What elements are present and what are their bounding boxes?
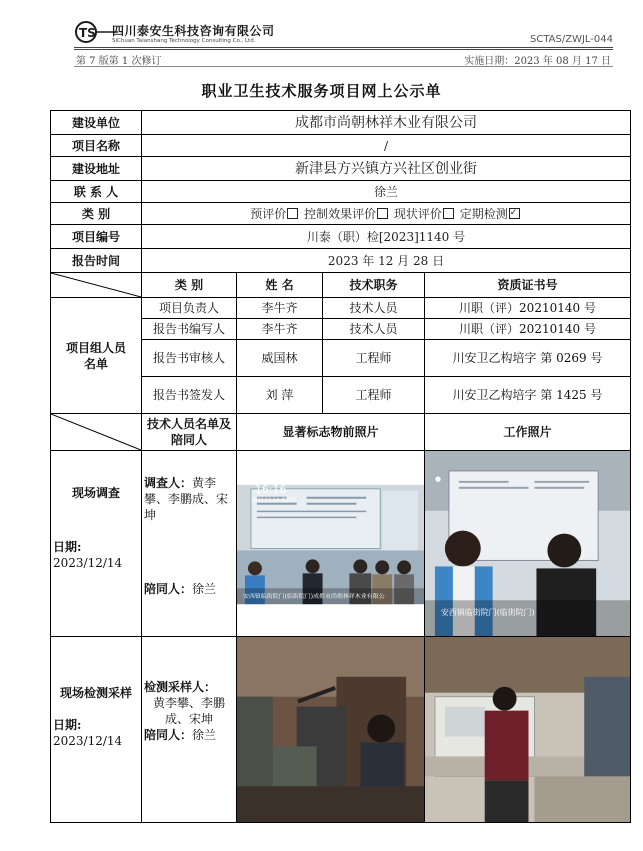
unit-label: 建设单位 xyxy=(51,111,142,135)
photo-timestamp-mark: 16:16 xyxy=(254,482,287,496)
person-name: 李牛齐 xyxy=(237,319,323,340)
person-name: 李牛齐 xyxy=(237,298,323,319)
project-name-value: / xyxy=(142,135,631,157)
control-effect-checkbox[interactable] xyxy=(377,208,388,219)
report-time-label: 报告时间 xyxy=(51,249,142,273)
header-title: 技术职务 xyxy=(323,273,425,298)
option-periodic-detection: 定期检测 xyxy=(459,206,508,221)
report-time-value: 2023 年 12 月 28 日 xyxy=(142,249,631,273)
person-certificate: 川职（评）20210140 号 xyxy=(425,298,631,319)
contact-label: 联 系 人 xyxy=(51,181,142,203)
person-certificate: 川职（评）20210140 号 xyxy=(425,319,631,340)
person-certificate: 川安卫乙构培字 第 1425 号 xyxy=(425,377,631,414)
site-sampling-cell xyxy=(51,637,142,823)
address-label: 建设地址 xyxy=(51,157,142,181)
team-label: 项目组人员名单 xyxy=(51,298,142,414)
sampling-date-label: 日期: xyxy=(53,718,82,733)
category-label: 类 别 xyxy=(51,203,142,225)
document-code: SCTAS/ZWJL-044 xyxy=(530,34,613,45)
work-photo-header: 工作照片 xyxy=(425,414,631,451)
samplers-label: 检测采样人： xyxy=(144,680,217,695)
header-divider xyxy=(74,49,613,50)
sampling-date: 2023/12/14 xyxy=(53,734,123,749)
option-control-effect: 控制效果评价 xyxy=(304,206,377,221)
version-text: 第 7 版第 1 次修订 xyxy=(76,56,162,67)
svg-text:TS: TS xyxy=(79,26,96,40)
effective-date: 实施日期：2023 年 08 月 17 日 xyxy=(464,56,611,67)
site-survey-label: 现场调查 xyxy=(71,486,120,500)
site-sampling-label: 现场检测采样 xyxy=(59,686,132,701)
survey-date: 2023/12/14 xyxy=(53,556,123,570)
sampling-companion: 徐兰 xyxy=(192,728,217,743)
company-name: 四川泰安生科技咨询有限公司 xyxy=(112,24,275,38)
option-status-evaluation: 现状评价 xyxy=(393,206,442,221)
survey-staff-cell xyxy=(142,451,237,637)
role-cell: 报告书编写人 xyxy=(142,319,237,340)
companion-label: 陪同人： xyxy=(144,582,193,596)
photo-caption: 安西镇临街院门(临街院门)成都市尚朝林祥木业有限公 xyxy=(242,593,385,601)
landmark-photo-image xyxy=(237,451,424,636)
project-no-label: 项目编号 xyxy=(51,225,142,249)
landmark-photo-header: 显著标志物前照片 xyxy=(237,414,425,451)
person-title: 技术人员 xyxy=(323,319,425,340)
site-survey-cell xyxy=(51,451,142,637)
diagonal-cell xyxy=(51,273,142,298)
header-certificate: 资质证书号 xyxy=(425,273,631,298)
disclosure-table xyxy=(50,110,631,823)
work-photo xyxy=(425,451,631,637)
person-name: 刘 萍 xyxy=(237,377,323,414)
address-value: 新津县方兴镇方兴社区创业街 xyxy=(142,157,631,181)
landmark-photo xyxy=(237,451,425,637)
header-divider xyxy=(74,47,613,48)
periodic-detection-checkbox[interactable] xyxy=(509,208,520,219)
header-name: 姓 名 xyxy=(237,273,323,298)
role-cell: 报告书审核人 xyxy=(142,340,237,377)
project-no-value: 川泰（职）检[2023]1140 号 xyxy=(142,225,631,249)
investigators-label: 调查人： xyxy=(144,476,193,490)
unit-value: 成都市尚朝林祥木业有限公司 xyxy=(142,111,631,135)
status-evaluation-checkbox[interactable] xyxy=(443,208,454,219)
investigators: 黄李攀、李鹏成、宋坤 xyxy=(144,476,229,522)
role-cell: 项目负责人 xyxy=(142,298,237,319)
person-title: 工程师 xyxy=(323,340,425,377)
person-certificate: 川安卫乙构培字 第 0269 号 xyxy=(425,340,631,377)
samplers: 黄李攀、李鹏成、宋坤 xyxy=(152,696,225,727)
header-divider xyxy=(74,66,613,67)
work-photo-image xyxy=(425,451,630,636)
project-name-label: 项目名称 xyxy=(51,135,142,157)
sampling-photo-2-image xyxy=(425,637,630,822)
sampling-photo-2 xyxy=(425,637,631,823)
photo-date-mark: 2023.12.14 星期四 xyxy=(250,497,296,504)
header-category: 类 别 xyxy=(142,273,237,298)
sampling-photo-1-image xyxy=(237,637,424,822)
survey-date-label: 日期: xyxy=(53,540,82,554)
person-title: 工程师 xyxy=(323,377,425,414)
dingtalk-mark: ● xyxy=(434,474,442,483)
sampling-photo-1 xyxy=(237,637,425,823)
option-pre-evaluation: 预评价 xyxy=(250,206,287,221)
person-title: 技术人员 xyxy=(323,298,425,319)
document-title: 职业卫生技术服务项目网上公示单 xyxy=(201,82,442,100)
photo-caption: 安西镇临街院门(临街院门) xyxy=(440,608,535,618)
person-name: 威国林 xyxy=(237,340,323,377)
role-cell: 报告书签发人 xyxy=(142,377,237,414)
tech-staff-header: 技术人员名单及陪同人 xyxy=(142,414,237,451)
diagonal-cell xyxy=(51,414,142,451)
companion: 徐兰 xyxy=(192,582,217,596)
company-name-en: SiChuan Taianshang Technology Consulting Co., Ltd. xyxy=(112,38,256,44)
category-options xyxy=(142,203,631,225)
contact-value: 徐兰 xyxy=(142,181,631,203)
sampling-staff-cell xyxy=(142,637,237,823)
pre-evaluation-checkbox[interactable] xyxy=(287,208,298,219)
sampling-companion-label: 陪同人： xyxy=(144,728,193,743)
